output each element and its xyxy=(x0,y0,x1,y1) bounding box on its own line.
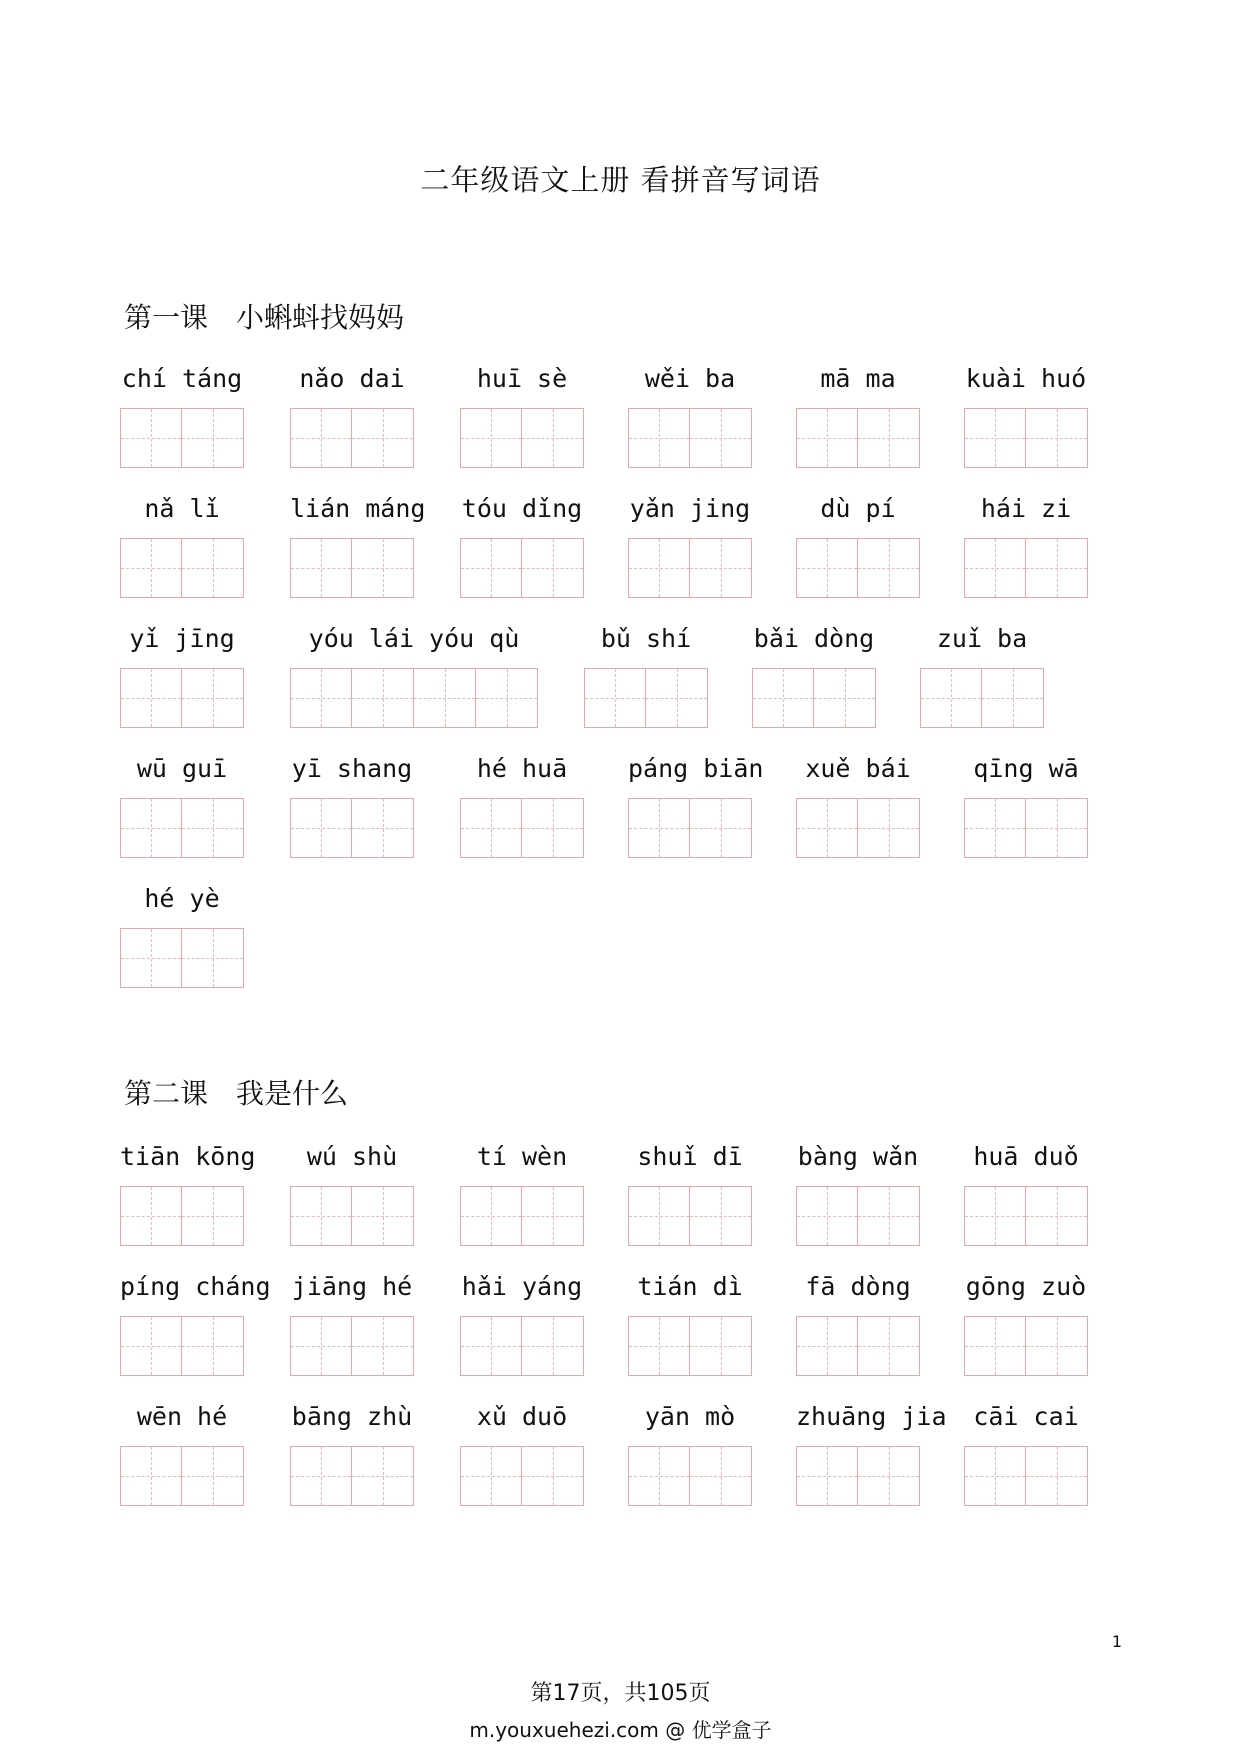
tianzige-cell[interactable] xyxy=(796,1316,858,1376)
pinyin-label: wú shù xyxy=(306,1142,398,1171)
tianzige-cell[interactable] xyxy=(182,408,244,468)
writing-grid[interactable] xyxy=(964,408,1088,468)
tianzige-cell[interactable] xyxy=(796,798,858,858)
tianzige-cell[interactable] xyxy=(628,1186,690,1246)
tianzige-cell[interactable] xyxy=(796,1446,858,1506)
tianzige-cell[interactable] xyxy=(796,538,858,598)
tianzige-cell[interactable] xyxy=(522,1316,584,1376)
tianzige-cell[interactable] xyxy=(858,1316,920,1376)
pinyin-label: mā ma xyxy=(820,364,896,393)
pinyin-label: tiān kōng xyxy=(120,1142,256,1171)
tianzige-cell[interactable] xyxy=(964,1186,1026,1246)
pinyin-label: tóu dǐng xyxy=(461,494,583,523)
writing-grid[interactable] xyxy=(584,668,708,728)
page-number: 1 xyxy=(1111,1632,1122,1651)
tianzige-cell[interactable] xyxy=(1026,1446,1088,1506)
tianzige-cell[interactable] xyxy=(858,1446,920,1506)
tianzige-cell[interactable] xyxy=(628,1316,690,1376)
pinyin-label: yóu lái yóu qù xyxy=(308,624,520,653)
tianzige-cell[interactable] xyxy=(120,1446,182,1506)
tianzige-cell[interactable] xyxy=(352,1316,414,1376)
tianzige-cell[interactable] xyxy=(690,1446,752,1506)
tianzige-cell[interactable] xyxy=(690,408,752,468)
tianzige-cell[interactable] xyxy=(290,798,352,858)
pinyin-label: píng cháng xyxy=(120,1272,271,1301)
pinyin-label: bāng zhù xyxy=(291,1402,413,1431)
pinyin-label: shuǐ dī xyxy=(637,1142,743,1171)
writing-grid[interactable] xyxy=(920,668,1044,728)
writing-grid[interactable] xyxy=(120,1446,244,1506)
writing-grid[interactable] xyxy=(460,1446,584,1506)
tianzige-cell[interactable] xyxy=(352,668,414,728)
writing-grid[interactable] xyxy=(628,1446,752,1506)
pinyin-label: xuě bái xyxy=(805,754,911,783)
tianzige-cell[interactable] xyxy=(290,668,352,728)
tianzige-cell[interactable] xyxy=(460,1446,522,1506)
pinyin-label: yǎn jing xyxy=(629,494,751,523)
pinyin-label: fā dòng xyxy=(805,1272,911,1301)
tianzige-cell[interactable] xyxy=(460,408,522,468)
tianzige-cell[interactable] xyxy=(690,1186,752,1246)
tianzige-cell[interactable] xyxy=(858,538,920,598)
writing-grid[interactable] xyxy=(460,798,584,858)
tianzige-cell[interactable] xyxy=(414,668,476,728)
tianzige-cell[interactable] xyxy=(460,1316,522,1376)
writing-grid[interactable] xyxy=(290,1316,414,1376)
pinyin-label: qīng wā xyxy=(973,754,1079,783)
tianzige-cell[interactable] xyxy=(796,408,858,468)
pinyin-label: hǎi yáng xyxy=(461,1272,583,1301)
pinyin-label: bǎi dòng xyxy=(753,624,875,653)
tianzige-cell[interactable] xyxy=(352,538,414,598)
tianzige-cell[interactable] xyxy=(290,1186,352,1246)
pinyin-label: huī sè xyxy=(476,364,568,393)
tianzige-cell[interactable] xyxy=(964,1316,1026,1376)
tianzige-cell[interactable] xyxy=(628,798,690,858)
writing-grid[interactable] xyxy=(460,1316,584,1376)
tianzige-cell[interactable] xyxy=(646,668,708,728)
lesson-1-number: 第一课 xyxy=(124,301,209,334)
tianzige-cell[interactable] xyxy=(522,408,584,468)
tianzige-cell[interactable] xyxy=(182,1316,244,1376)
pinyin-label: huā duǒ xyxy=(973,1142,1079,1171)
page-title: 二年级语文上册 看拼音写词语 xyxy=(420,163,821,197)
writing-grid[interactable] xyxy=(628,1186,752,1246)
tianzige-cell[interactable] xyxy=(182,538,244,598)
writing-grid[interactable] xyxy=(796,798,920,858)
lesson-2-heading xyxy=(124,1072,348,1112)
pinyin-label: zhuāng jia xyxy=(796,1402,947,1431)
lesson-1-heading xyxy=(124,296,404,336)
tianzige-cell[interactable] xyxy=(690,1316,752,1376)
tianzige-cell[interactable] xyxy=(182,1446,244,1506)
tianzige-cell[interactable] xyxy=(1026,538,1088,598)
pinyin-label: cāi cai xyxy=(973,1402,1079,1431)
lesson-2-name: 我是什么 xyxy=(236,1077,349,1110)
pinyin-label: hái zi xyxy=(980,494,1072,523)
writing-grid[interactable] xyxy=(964,1316,1088,1376)
tianzige-cell[interactable] xyxy=(920,668,982,728)
tianzige-cell[interactable] xyxy=(964,408,1026,468)
tianzige-cell[interactable] xyxy=(752,668,814,728)
writing-grid[interactable] xyxy=(290,668,538,728)
pinyin-label: wěi ba xyxy=(644,364,736,393)
tianzige-cell[interactable] xyxy=(690,798,752,858)
pinyin-label: kuài huó xyxy=(965,364,1087,393)
writing-grid[interactable] xyxy=(290,538,414,598)
writing-grid[interactable] xyxy=(796,538,920,598)
pinyin-label: wū guī xyxy=(136,754,228,783)
tianzige-cell[interactable] xyxy=(352,1186,414,1246)
writing-grid[interactable] xyxy=(120,538,244,598)
writing-grid[interactable] xyxy=(120,408,244,468)
pinyin-label: lián máng xyxy=(290,494,426,523)
tianzige-cell[interactable] xyxy=(858,408,920,468)
writing-grid[interactable] xyxy=(290,1446,414,1506)
writing-grid[interactable] xyxy=(120,1316,244,1376)
tianzige-cell[interactable] xyxy=(628,538,690,598)
pinyin-label: xǔ duō xyxy=(476,1402,568,1431)
pinyin-label: yī shang xyxy=(291,754,413,783)
writing-grid[interactable] xyxy=(628,538,752,598)
pinyin-label: chí táng xyxy=(121,364,243,393)
writing-grid[interactable] xyxy=(796,1186,920,1246)
tianzige-cell[interactable] xyxy=(690,538,752,598)
pinyin-label: páng biān xyxy=(628,754,764,783)
pinyin-label: nǎ lǐ xyxy=(144,494,220,523)
tianzige-cell[interactable] xyxy=(964,798,1026,858)
tianzige-cell[interactable] xyxy=(522,1186,584,1246)
tianzige-cell[interactable] xyxy=(964,538,1026,598)
tianzige-cell[interactable] xyxy=(628,1446,690,1506)
tianzige-cell[interactable] xyxy=(290,1446,352,1506)
tianzige-cell[interactable] xyxy=(290,538,352,598)
tianzige-cell[interactable] xyxy=(460,798,522,858)
pinyin-label: nǎo dai xyxy=(299,364,405,393)
pinyin-label: yǐ jīng xyxy=(129,624,235,653)
tianzige-cell[interactable] xyxy=(858,798,920,858)
tianzige-cell[interactable] xyxy=(460,538,522,598)
writing-grid[interactable] xyxy=(964,1446,1088,1506)
tianzige-cell[interactable] xyxy=(628,408,690,468)
tianzige-cell[interactable] xyxy=(858,1186,920,1246)
tianzige-cell[interactable] xyxy=(796,1186,858,1246)
pinyin-label: zuǐ ba xyxy=(936,624,1028,653)
pinyin-label: bǔ shí xyxy=(600,624,692,653)
tianzige-cell[interactable] xyxy=(584,668,646,728)
pinyin-label: hé yè xyxy=(144,884,220,913)
writing-grid[interactable] xyxy=(964,538,1088,598)
writing-grid[interactable] xyxy=(796,408,920,468)
pinyin-label: jiāng hé xyxy=(291,1272,413,1301)
tianzige-cell[interactable] xyxy=(120,928,182,988)
tianzige-cell[interactable] xyxy=(522,798,584,858)
pinyin-label: tián dì xyxy=(637,1272,743,1301)
pinyin-label: yān mò xyxy=(644,1402,736,1431)
writing-grid[interactable] xyxy=(796,1446,920,1506)
pinyin-label: bàng wǎn xyxy=(797,1142,919,1171)
tianzige-cell[interactable] xyxy=(476,668,538,728)
writing-grid[interactable] xyxy=(752,668,876,728)
writing-grid[interactable] xyxy=(290,1186,414,1246)
tianzige-cell[interactable] xyxy=(182,798,244,858)
writing-grid[interactable] xyxy=(460,538,584,598)
pinyin-label: hé huā xyxy=(476,754,568,783)
pinyin-label: tí wèn xyxy=(476,1142,568,1171)
tianzige-cell[interactable] xyxy=(352,1446,414,1506)
tianzige-cell[interactable] xyxy=(182,928,244,988)
writing-grid[interactable] xyxy=(120,668,244,728)
writing-grid[interactable] xyxy=(120,1186,244,1246)
tianzige-cell[interactable] xyxy=(982,668,1044,728)
writing-grid[interactable] xyxy=(964,798,1088,858)
tianzige-cell[interactable] xyxy=(1026,408,1088,468)
tianzige-cell[interactable] xyxy=(120,1186,182,1246)
pinyin-label: gōng zuò xyxy=(965,1272,1087,1301)
lesson-2-number: 第二课 xyxy=(124,1077,209,1110)
writing-grid[interactable] xyxy=(796,1316,920,1376)
writing-grid[interactable] xyxy=(460,1186,584,1246)
tianzige-cell[interactable] xyxy=(120,538,182,598)
tianzige-cell[interactable] xyxy=(120,1316,182,1376)
tianzige-cell[interactable] xyxy=(290,1316,352,1376)
footer-page-count: 第17页，共105页 xyxy=(530,1681,711,1706)
tianzige-cell[interactable] xyxy=(120,668,182,728)
pinyin-label: wēn hé xyxy=(136,1402,228,1431)
writing-grid[interactable] xyxy=(120,798,244,858)
tianzige-cell[interactable] xyxy=(352,798,414,858)
tianzige-cell[interactable] xyxy=(1026,1186,1088,1246)
tianzige-cell[interactable] xyxy=(814,668,876,728)
tianzige-cell[interactable] xyxy=(460,1186,522,1246)
tianzige-cell[interactable] xyxy=(1026,1316,1088,1376)
writing-grid[interactable] xyxy=(460,408,584,468)
writing-grid[interactable] xyxy=(120,928,244,988)
writing-grid[interactable] xyxy=(964,1186,1088,1246)
tianzige-cell[interactable] xyxy=(120,408,182,468)
writing-grid[interactable] xyxy=(628,798,752,858)
writing-grid[interactable] xyxy=(628,1316,752,1376)
writing-grid[interactable] xyxy=(290,798,414,858)
tianzige-cell[interactable] xyxy=(182,668,244,728)
tianzige-cell[interactable] xyxy=(522,1446,584,1506)
writing-grid[interactable] xyxy=(628,408,752,468)
lesson-1-name: 小蝌蚪找妈妈 xyxy=(236,301,405,334)
tianzige-cell[interactable] xyxy=(522,538,584,598)
footer-site: m.youxuehezi.com @ 优学盒子 xyxy=(469,1718,772,1742)
tianzige-cell[interactable] xyxy=(120,798,182,858)
tianzige-cell[interactable] xyxy=(182,1186,244,1246)
writing-grid[interactable] xyxy=(290,408,414,468)
tianzige-cell[interactable] xyxy=(1026,798,1088,858)
pinyin-label: dù pí xyxy=(820,494,896,523)
tianzige-cell[interactable] xyxy=(352,408,414,468)
tianzige-cell[interactable] xyxy=(290,408,352,468)
tianzige-cell[interactable] xyxy=(964,1446,1026,1506)
